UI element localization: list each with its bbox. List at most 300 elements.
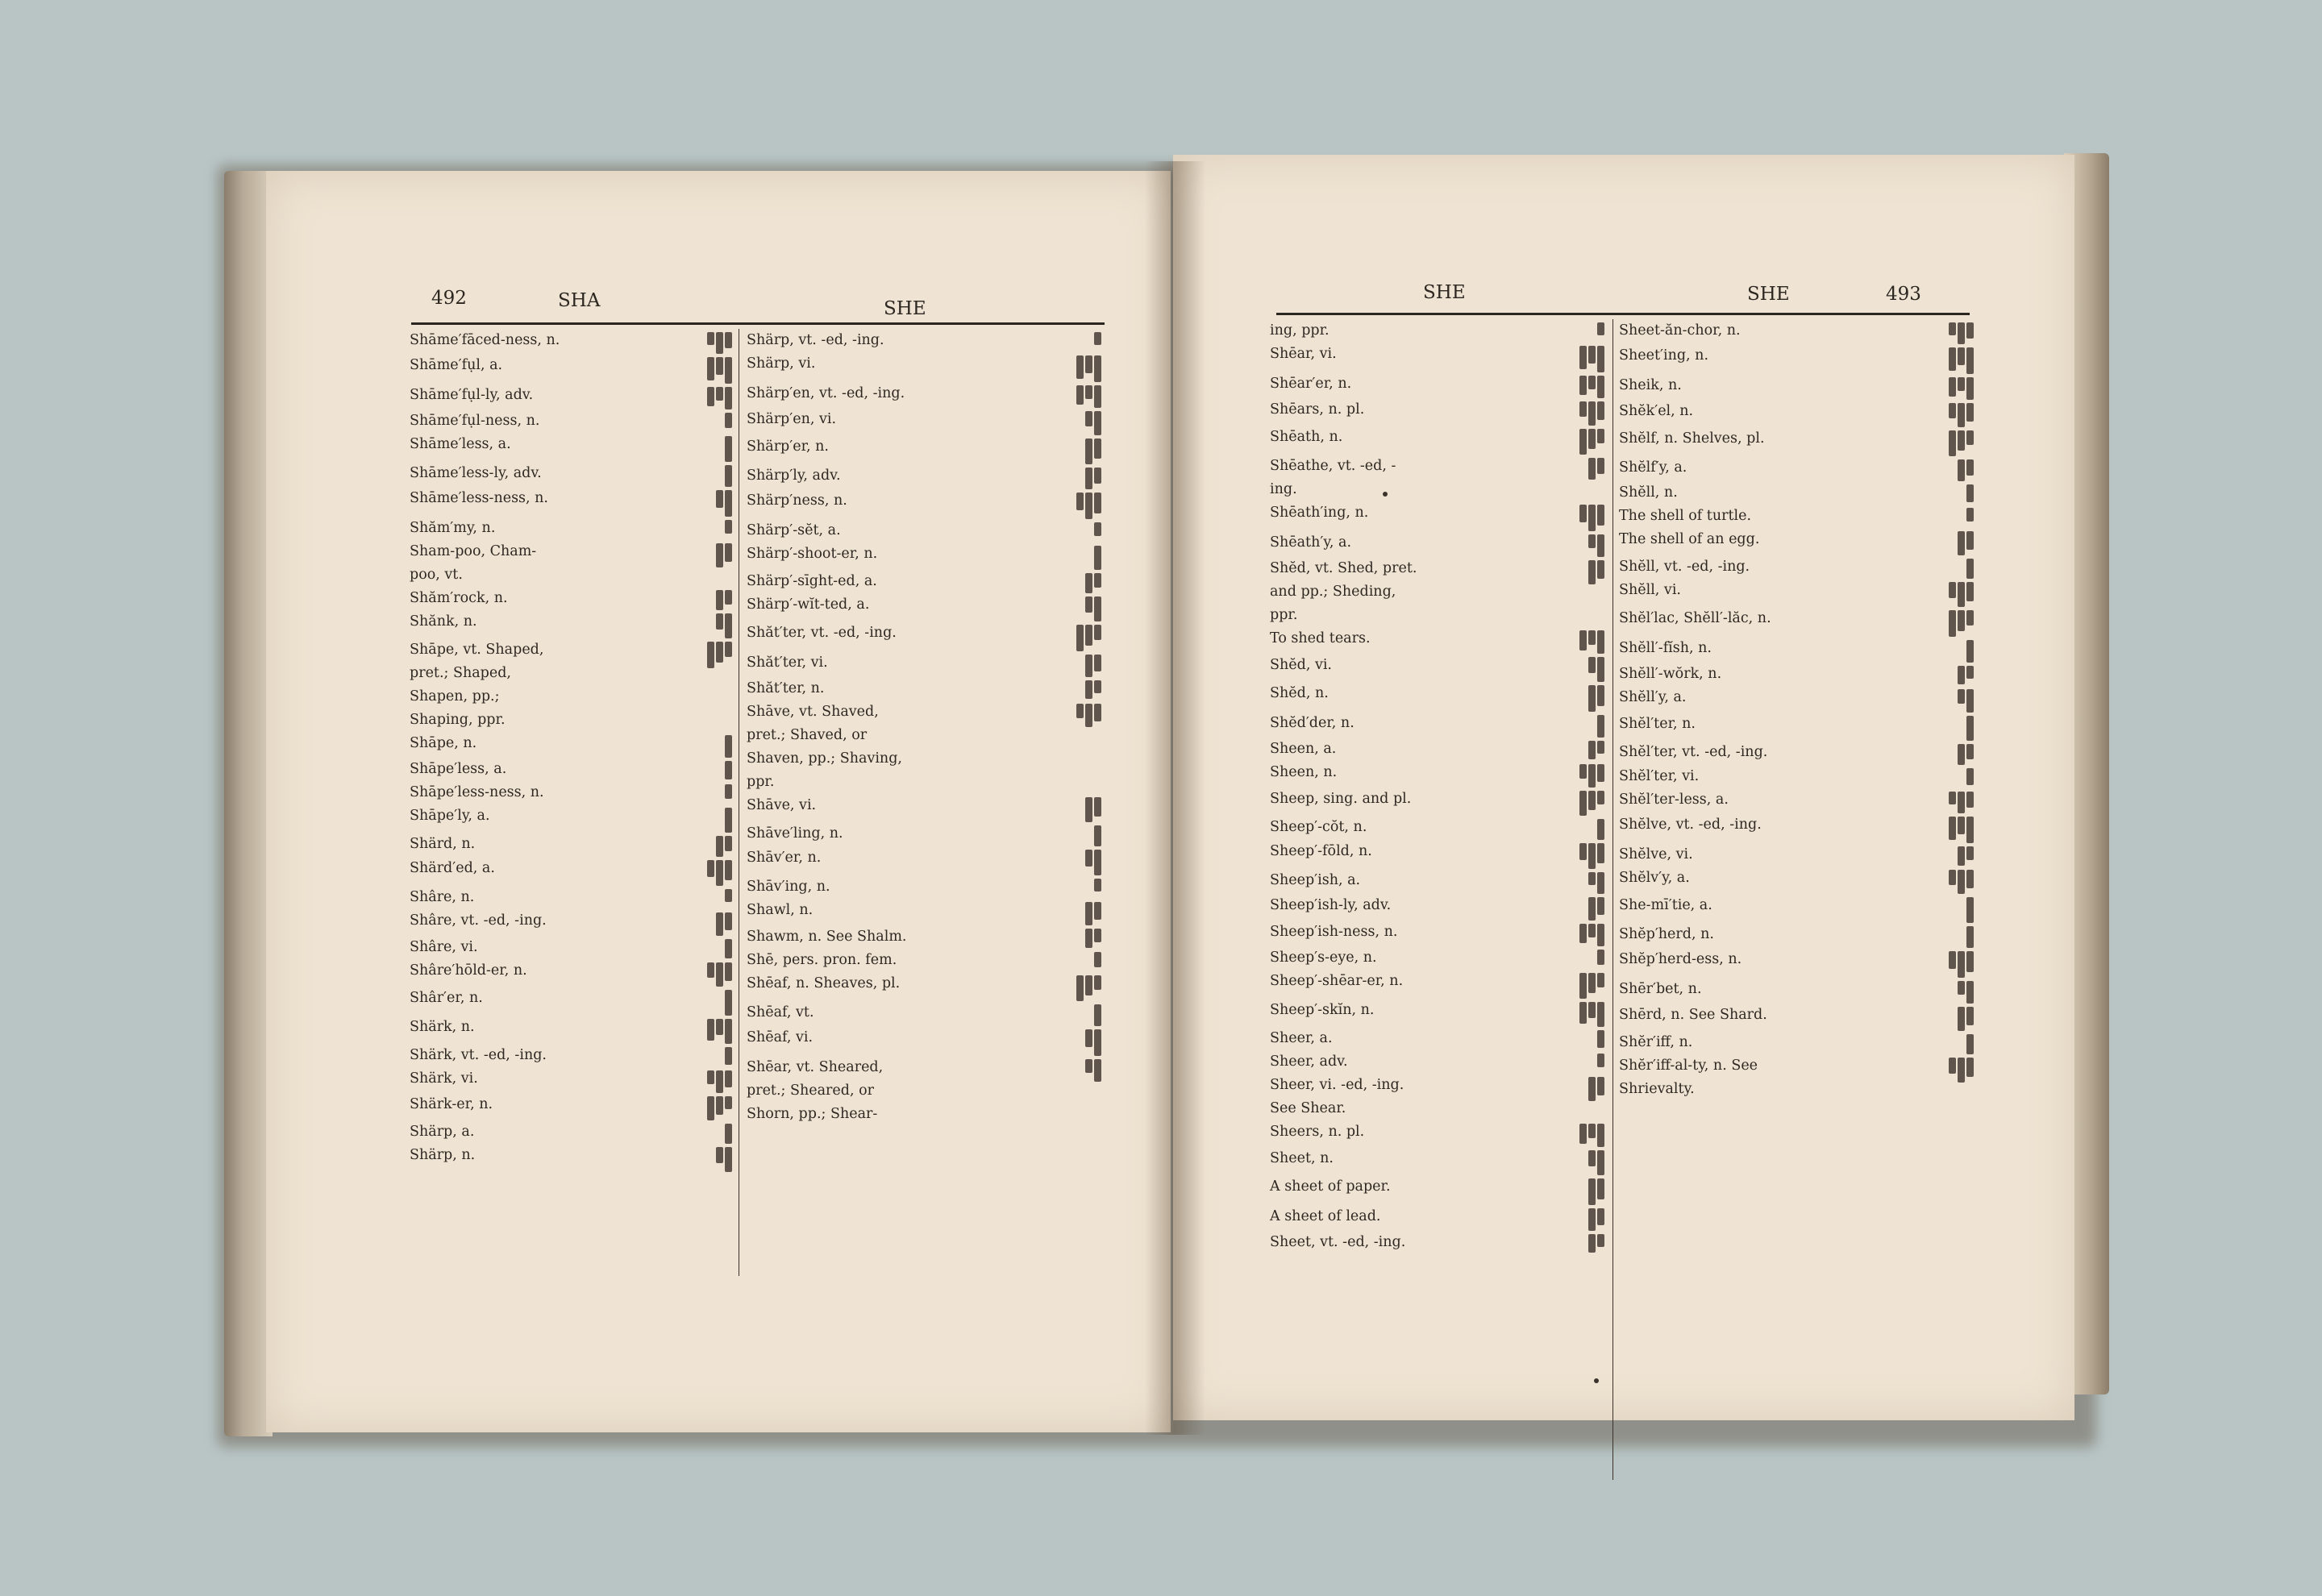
headword: Shärk, vt. -ed, -ing.: [410, 1047, 547, 1063]
dictionary-entry: [747, 435, 1101, 464]
japanese-gloss: [1966, 505, 1974, 522]
dictionary-entry: [1270, 343, 1604, 372]
dictionary-entry: [1619, 374, 1974, 400]
japanese-gloss: [1966, 713, 1974, 741]
headword: A sheet of paper.: [1270, 1178, 1391, 1195]
dictionary-entry: [747, 972, 1101, 1001]
headword: Shăt′ter, n.: [747, 680, 825, 696]
dictionary-entry: [1619, 1004, 1974, 1031]
dictionary-entry: [1270, 1175, 1604, 1205]
dictionary-entry: [410, 610, 732, 638]
headword: Shärk-er, n.: [410, 1096, 493, 1112]
headword: Sheep′-fōld, n.: [1270, 843, 1372, 859]
headword: To shed tears.: [1270, 630, 1371, 646]
japanese-gloss: [707, 384, 732, 409]
japanese-gloss: [1085, 1056, 1101, 1082]
dictionary-entry: [410, 409, 732, 433]
dictionary-entry: [1270, 816, 1604, 840]
japanese-gloss: [707, 1093, 732, 1120]
japanese-gloss: [1949, 579, 1974, 607]
dictionary-entry: [1619, 713, 1974, 741]
japanese-gloss: [725, 1120, 732, 1144]
japanese-gloss: [707, 857, 732, 886]
headword: Shawl, n.: [747, 902, 814, 918]
headword: Sheep′-cŏt, n.: [1270, 819, 1367, 835]
headword: She-mī′tie, a.: [1619, 897, 1712, 913]
japanese-gloss: [725, 936, 732, 958]
japanese-gloss: [707, 959, 732, 987]
headword: Shärp′-shoot-er, n.: [747, 546, 878, 562]
headword: Shāv′er, n.: [747, 850, 822, 866]
japanese-gloss: [1958, 741, 1974, 765]
dictionary-entry: [1270, 1147, 1604, 1175]
japanese-gloss: [1966, 1031, 1974, 1054]
book-gutter: [1145, 161, 1205, 1435]
left-page-number: 492: [431, 288, 467, 309]
headword: Shāv′ing, n.: [747, 879, 830, 895]
dictionary-entry: [1270, 999, 1604, 1027]
headword: Shĕd, vt. Shed, pret. and pp.; Sheding, ppr.: [1270, 560, 1417, 623]
japanese-gloss: [1085, 570, 1101, 593]
headword: Shēath, n.: [1270, 429, 1343, 445]
headword: Shāme′fụl-ly, adv.: [410, 387, 534, 403]
headword: Sheen, n.: [1270, 764, 1338, 780]
japanese-gloss: [1949, 344, 1974, 374]
dictionary-entry: [410, 1120, 732, 1144]
dictionary-entry: [1619, 456, 1974, 481]
japanese-gloss: [1966, 765, 1974, 785]
dictionary-entry: [1270, 869, 1604, 894]
headword: Sheer, adv.: [1270, 1054, 1348, 1070]
dictionary-entry: [1619, 481, 1974, 505]
japanese-gloss: [1966, 637, 1974, 663]
japanese-gloss: [1588, 1231, 1604, 1253]
japanese-gloss: [1588, 531, 1604, 557]
dictionary-entry: [747, 822, 1101, 846]
dictionary-entry: [410, 462, 732, 487]
japanese-gloss: [1597, 319, 1604, 335]
japanese-gloss: [1094, 822, 1101, 846]
headword: Shĕl′ter, vi.: [1619, 768, 1700, 784]
japanese-gloss: [725, 517, 732, 534]
dictionary-entry: [1270, 319, 1604, 343]
dictionary-entry: [1619, 427, 1974, 456]
japanese-gloss: [1076, 382, 1101, 408]
japanese-gloss: [1588, 738, 1604, 759]
headword: Shēars, n. pl.: [1270, 401, 1365, 418]
headword: Shärp, vt. -ed, -ing.: [747, 332, 884, 348]
japanese-gloss: [1085, 1026, 1101, 1056]
headword: Shâre, n.: [410, 889, 475, 905]
dictionary-entry: [1270, 557, 1604, 627]
headword: Shärp′ness, n.: [747, 493, 847, 509]
japanese-gloss: [1588, 1074, 1604, 1101]
dictionary-entry: [1619, 637, 1974, 663]
left-header-rule: [411, 322, 1105, 325]
headword: Shĕll′y, a.: [1619, 689, 1687, 705]
right-column-1: [1270, 319, 1604, 1254]
dictionary-entry: [410, 909, 732, 936]
dictionary-entry: [1619, 1054, 1974, 1101]
right-page-number: 493: [1886, 284, 1921, 305]
japanese-gloss: [1588, 1175, 1604, 1205]
headword: Shē, pers. pron. fem.: [747, 952, 897, 968]
dictionary-entry: [1619, 400, 1974, 427]
dictionary-entry: [1270, 921, 1604, 946]
dictionary-entry: [410, 833, 732, 857]
japanese-gloss: [1085, 794, 1101, 822]
dictionary-entry: [1619, 978, 1974, 1004]
japanese-gloss: [1085, 593, 1101, 621]
headword: Shĕll, vi.: [1619, 582, 1681, 598]
dictionary-entry: [1270, 682, 1604, 712]
headword: Shĕlve, vt. -ed, -ing.: [1619, 817, 1762, 833]
japanese-gloss: [1579, 840, 1604, 869]
dictionary-entry: [1619, 788, 1974, 813]
dictionary-entry: [747, 352, 1101, 382]
right-column-divider: [1612, 319, 1613, 1480]
dictionary-entry: [1270, 788, 1604, 816]
dictionary-entry: [410, 354, 732, 384]
japanese-gloss: [1579, 398, 1604, 426]
headword: Shärp, vi.: [747, 355, 816, 372]
headword: Sham-poo, Cham-poo, vt.: [410, 543, 537, 583]
dictionary-entry: [410, 857, 732, 886]
dictionary-entry: [747, 593, 1101, 621]
headword: Shăt′ter, vi.: [747, 655, 828, 671]
headword: Sheer, a.: [1270, 1030, 1333, 1046]
japanese-gloss: [716, 1144, 732, 1172]
dictionary-entry: [1619, 948, 1974, 978]
japanese-gloss: [1588, 869, 1604, 894]
japanese-gloss: [725, 758, 732, 779]
headword: Shēr′bet, n.: [1619, 981, 1702, 997]
japanese-gloss: [1966, 923, 1974, 948]
japanese-gloss: [716, 540, 732, 567]
dictionary-entry: [1619, 923, 1974, 948]
left-page: [266, 171, 1171, 1432]
headword: Shĕd′der, n.: [1270, 715, 1354, 731]
japanese-gloss: [1949, 813, 1974, 843]
japanese-gloss: [1579, 501, 1604, 531]
headword: The shell of turtle.: [1619, 508, 1752, 524]
headword: Shēathe, vt. -ed, -ing.: [1270, 458, 1396, 497]
headword: Shĕlv′y, a.: [1619, 870, 1690, 886]
headword: Shēaf, vt.: [747, 1004, 814, 1020]
headword: Shāme′less-ly, adv.: [410, 465, 542, 481]
japanese-gloss: [1076, 621, 1101, 651]
headword: Shĕd, n.: [1270, 685, 1329, 701]
headword: Shāme′fāced-ness, n.: [410, 332, 560, 348]
dictionary-entry: [410, 540, 732, 587]
dictionary-entry: [1270, 398, 1604, 426]
ink-speck: [1383, 492, 1388, 497]
headword: Shāpe′ly, a.: [410, 808, 490, 824]
headword: Shâre, vt. -ed, -ing.: [410, 912, 547, 929]
headword: Shärd′ed, a.: [410, 860, 495, 876]
dictionary-entry: [1270, 970, 1604, 999]
dictionary-entry: [410, 1044, 732, 1067]
dictionary-entry: [1270, 455, 1604, 501]
dictionary-entry: [410, 487, 732, 517]
headword: Sheet, vt. -ed, -ing.: [1270, 1234, 1406, 1250]
headword: Shēar′er, n.: [1270, 376, 1352, 392]
headword: Shĕl′ter-less, a.: [1619, 792, 1729, 808]
right-column-2: [1619, 319, 1974, 1101]
japanese-gloss: [1588, 1205, 1604, 1231]
japanese-gloss: [1949, 374, 1974, 400]
japanese-gloss: [1085, 846, 1101, 875]
japanese-gloss: [1076, 972, 1101, 1001]
japanese-gloss: [1094, 875, 1101, 892]
dictionary-entry: [1619, 741, 1974, 765]
japanese-gloss: [725, 433, 732, 462]
japanese-gloss: [1094, 542, 1101, 570]
japanese-gloss: [1597, 1050, 1604, 1067]
dictionary-entry: [1270, 627, 1604, 654]
headword: Shāme′fụl-ness, n.: [410, 413, 540, 429]
dictionary-entry: [747, 899, 1101, 925]
japanese-gloss: [1076, 700, 1101, 727]
headword: Sheep′ish-ly, adv.: [1270, 897, 1392, 913]
headword: Shĕlf′y, a.: [1619, 459, 1687, 476]
headword: Shāve, vt. Shaved, pret.; Shaved, or Shaven, pp.; Shaving, ppr.: [747, 704, 902, 790]
headword: Shāve′ling, n.: [747, 825, 843, 842]
ink-speck: [1594, 1378, 1599, 1383]
dictionary-entry: [747, 794, 1101, 822]
japanese-gloss: [1958, 663, 1974, 684]
japanese-gloss: [1966, 481, 1974, 502]
dictionary-entry: [1619, 867, 1974, 894]
japanese-gloss: [725, 886, 732, 902]
japanese-gloss: [716, 487, 732, 517]
left-column-1: [410, 329, 732, 1172]
japanese-gloss: [716, 587, 732, 610]
headword: A sheet of lead.: [1270, 1208, 1381, 1224]
headword: Shĕr′iff-al-ty, n. See Shrievalty.: [1619, 1058, 1758, 1097]
dictionary-entry: [1270, 1205, 1604, 1231]
dictionary-entry: [410, 329, 732, 354]
dictionary-entry: [410, 517, 732, 540]
dictionary-entry: [747, 542, 1101, 570]
japanese-gloss: [1579, 921, 1604, 946]
dictionary-entry: [747, 464, 1101, 489]
dictionary-entry: [1619, 1031, 1974, 1054]
headword: Sheik, n.: [1619, 377, 1682, 393]
headword: Shĕk′el, n.: [1619, 403, 1694, 419]
dictionary-entry: [410, 384, 732, 409]
dictionary-entry: [747, 329, 1101, 352]
dictionary-entry: [1619, 765, 1974, 788]
headword: Shāpe′less-ness, n.: [410, 784, 544, 800]
headword: Shĕll′-wŏrk, n.: [1619, 666, 1722, 682]
right-page-guide-left: SHE: [1423, 282, 1466, 303]
headword: Shâr′er, n.: [410, 990, 483, 1006]
japanese-gloss: [1588, 682, 1604, 712]
japanese-gloss: [716, 610, 732, 638]
headword: Sheet′ing, n.: [1619, 347, 1709, 364]
japanese-gloss: [1085, 899, 1101, 925]
headword: Shĕp′herd, n.: [1619, 926, 1714, 942]
dictionary-entry: [747, 489, 1101, 519]
japanese-gloss: [725, 462, 732, 487]
headword: Shĕl′ter, vt. -ed, -ing.: [1619, 744, 1768, 760]
headword: Shĕp′herd-ess, n.: [1619, 951, 1742, 967]
japanese-gloss: [1958, 686, 1974, 713]
japanese-gloss: [716, 909, 732, 936]
headword: Shēath′y, a.: [1270, 534, 1352, 551]
headword: Sheers, n. pl.: [1270, 1124, 1365, 1140]
dictionary-entry: [1270, 840, 1604, 869]
headword: Shēaf, n. Sheaves, pl.: [747, 975, 901, 991]
dictionary-entry: [410, 781, 732, 804]
japanese-gloss: [1085, 677, 1101, 699]
headword: Shärp′ly, adv.: [747, 468, 841, 484]
dictionary-entry: [410, 732, 732, 758]
dictionary-entry: [410, 758, 732, 781]
dictionary-entry: [410, 1016, 732, 1044]
japanese-gloss: [1579, 1120, 1604, 1147]
headword: Sheep′-shēar-er, n.: [1270, 973, 1404, 989]
headword: Shāve, vi.: [747, 797, 817, 813]
japanese-gloss: [1588, 557, 1604, 584]
japanese-gloss: [1579, 999, 1604, 1027]
dictionary-entry: [410, 987, 732, 1016]
headword: Shärp′en, vi.: [747, 411, 837, 427]
headword: Shăt′ter, vt. -ed, -ing.: [747, 625, 897, 641]
right-page-guide-center: SHE: [1747, 284, 1790, 305]
dictionary-entry: [1619, 319, 1974, 344]
japanese-gloss: [1076, 489, 1101, 519]
dictionary-entry: [747, 408, 1101, 435]
japanese-gloss: [1597, 946, 1604, 965]
headword: Shärd, n.: [410, 836, 476, 852]
japanese-gloss: [1579, 426, 1604, 455]
headword: Shärp′en, vt. -ed, -ing.: [747, 385, 905, 401]
japanese-gloss: [1579, 761, 1604, 788]
dictionary-entry: [1270, 1027, 1604, 1050]
japanese-gloss: [1966, 894, 1974, 923]
dictionary-entry: [747, 570, 1101, 593]
japanese-gloss: [1579, 788, 1604, 816]
headword: Shĕlve, vi.: [1619, 846, 1693, 862]
dictionary-entry: [1619, 344, 1974, 374]
japanese-gloss: [1949, 1054, 1974, 1083]
dictionary-entry: [747, 925, 1101, 949]
dictionary-entry: [1619, 607, 1974, 637]
dictionary-entry: [410, 959, 732, 987]
dictionary-entry: [1619, 686, 1974, 713]
headword: Shāme′fụl, a.: [410, 357, 503, 373]
headword: Shĕr′iff, n.: [1619, 1034, 1693, 1050]
headword: Sheep′ish-ness, n.: [1270, 924, 1398, 940]
headword: The shell of an egg.: [1619, 531, 1760, 547]
dictionary-entry: [410, 804, 732, 833]
dictionary-entry: [747, 700, 1101, 794]
headword: Shärp′-wĭt-ted, a.: [747, 596, 870, 613]
japanese-gloss: [1588, 654, 1604, 682]
japanese-gloss: [1949, 427, 1974, 456]
headword: Shawm, n. See Shalm.: [747, 929, 907, 945]
dictionary-entry: [410, 1093, 732, 1120]
headword: Sheer, vi. -ed, -ing. See Shear.: [1270, 1077, 1404, 1116]
dictionary-entry: [1270, 372, 1604, 398]
headword: Shĕll, n.: [1619, 484, 1678, 501]
dictionary-entry: [1270, 946, 1604, 970]
japanese-gloss: [1958, 456, 1974, 481]
right-page-header: [1173, 155, 2074, 305]
japanese-gloss: [716, 833, 732, 857]
dictionary-entry: [1619, 663, 1974, 686]
japanese-gloss: [1958, 1004, 1974, 1031]
headword: Shĕll, vt. -ed, -ing.: [1619, 559, 1750, 575]
japanese-gloss: [1579, 343, 1604, 372]
japanese-gloss: [1579, 627, 1604, 654]
headword: Shĕlf, n. Shelves, pl.: [1619, 430, 1765, 447]
headword: Shāpe′less, a.: [410, 761, 507, 777]
dictionary-entry: [410, 886, 732, 909]
dictionary-entry: [1619, 555, 1974, 579]
japanese-gloss: [725, 804, 732, 833]
dictionary-entry: [747, 677, 1101, 700]
headword: Shēar, vt. Sheared, pret.; Sheared, or Shorn, pp.; Shear-: [747, 1059, 884, 1122]
headword: Shärp, n.: [410, 1147, 476, 1163]
japanese-gloss: [1966, 555, 1974, 579]
headword: Sheep′s-eye, n.: [1270, 950, 1377, 966]
japanese-gloss: [725, 987, 732, 1016]
japanese-gloss: [1949, 400, 1974, 427]
headword: Sheep, sing. and pl.: [1270, 791, 1412, 807]
japanese-gloss: [725, 781, 732, 799]
headword: Sheep′-skĭn, n.: [1270, 1002, 1375, 1018]
headword: Shärp′-sīght-ed, a.: [747, 573, 877, 589]
headword: Shēath′ing, n.: [1270, 505, 1369, 521]
japanese-gloss: [1085, 925, 1101, 948]
dictionary-entry: [1270, 1231, 1604, 1254]
japanese-gloss: [1949, 867, 1974, 894]
headword: Shāpe, vt. Shaped, pret.; Shaped, Shapen, pp.; Shaping, ppr.: [410, 642, 544, 728]
dictionary-entry: [1270, 738, 1604, 761]
dictionary-entry: [747, 949, 1101, 972]
left-page-guide-center: SHE: [884, 298, 926, 319]
dictionary-entry: [747, 1056, 1101, 1126]
left-column-2: [747, 329, 1101, 1126]
japanese-gloss: [1085, 435, 1101, 464]
dictionary-entry: [410, 1144, 732, 1172]
headword: Shĕd, vi.: [1270, 657, 1332, 673]
headword: Shănk, n.: [410, 613, 477, 630]
dictionary-entry: [747, 519, 1101, 542]
headword: Shĕl′ter, n.: [1619, 716, 1696, 732]
headword: Shērd, n. See Shard.: [1619, 1007, 1767, 1023]
left-page-guide-left: SHA: [558, 290, 601, 311]
japanese-gloss: [1958, 843, 1974, 866]
dictionary-entry: [747, 1026, 1101, 1056]
headword: Sheet-ăn-chor, n.: [1619, 322, 1741, 339]
headword: Shăm′rock, n.: [410, 590, 508, 606]
japanese-gloss: [707, 1067, 732, 1093]
headword: Shĕll′-fĭsh, n.: [1619, 640, 1712, 656]
dictionary-entry: [1270, 426, 1604, 455]
headword: Shāpe, n.: [410, 735, 477, 751]
japanese-gloss: [1597, 816, 1604, 840]
right-header-rule: [1276, 313, 1970, 315]
headword: Shärk, n.: [410, 1019, 475, 1035]
japanese-gloss: [1085, 651, 1101, 677]
dictionary-entry: [1619, 528, 1974, 555]
headword: Shärp′er, n.: [747, 438, 829, 455]
japanese-gloss: [1085, 408, 1101, 435]
